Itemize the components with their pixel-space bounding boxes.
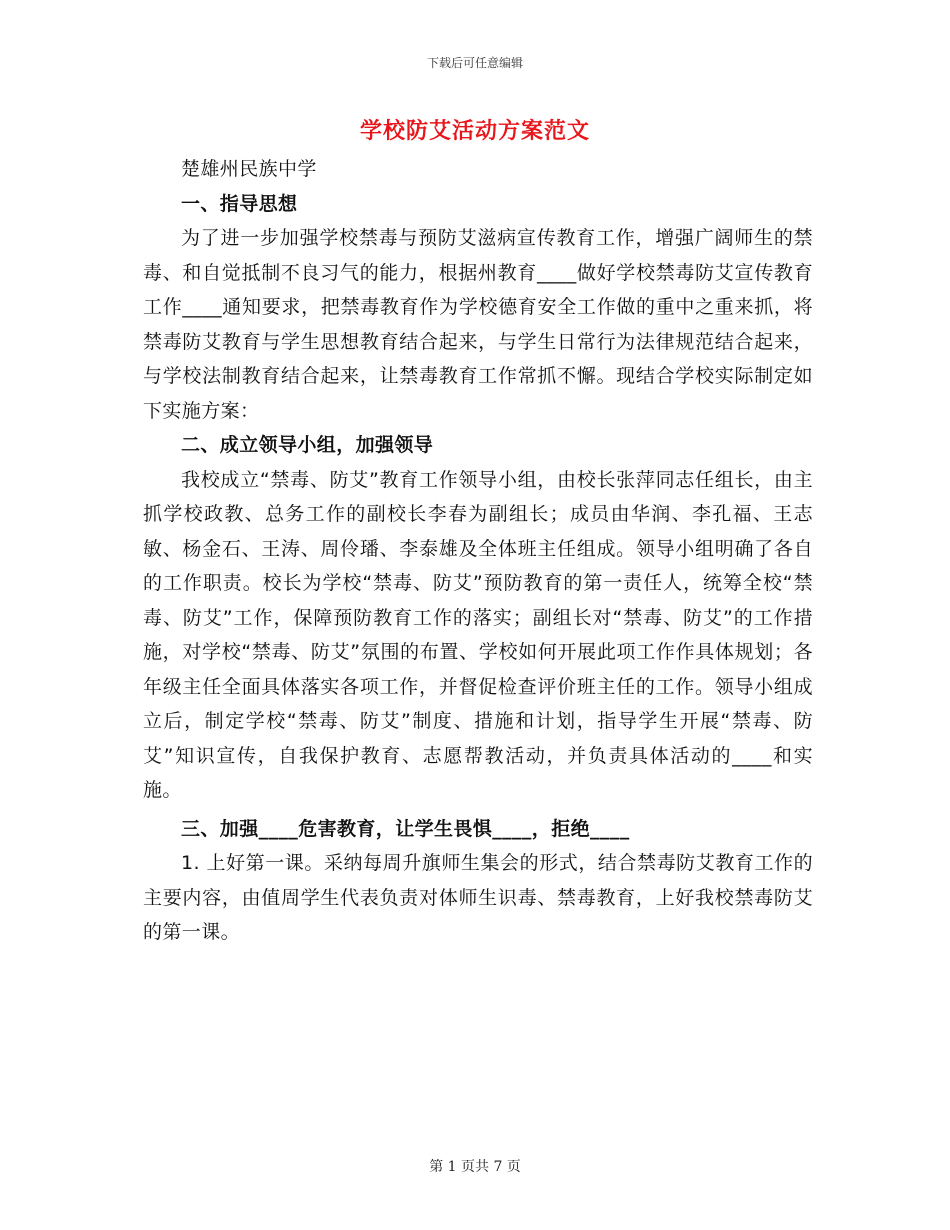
section-heading-2: 二、成立领导小组，加强领导 [181,434,434,456]
section-2-paragraph: 我校成立“禁毒、防艾”教育工作领导小组，由校长张萍同志任组长，由主抓学校政教、总务工作的副校长李春为副组长；成员由华润、李孔福、王志敏、杨金石、王涛、周伶璠、李泰雄及全体班主任组成。领导小组明确了各自的工作职责。校长为学校“禁毒、防艾”预防教育的第一责任人，统筹全校“禁毒、防艾”工作，保障预防教育工作的落实；副组长对“禁毒、防艾”的工作措施，对学校“禁毒、防艾”氛围的布置、学校如何开展此项工作作具体规划；各年级主任全面具体落实各项工作，并督促检查评价班主任的工作。领导小组成立后，制定学校“禁毒、防艾”制度、措施和计划，指导学生开展“禁毒、防艾”知识宣传，自我保护教育、志愿帮教活动，并负责具体活动的____和实施。 [143,468,813,801]
document-body [143,152,813,950]
section-heading-1: 一、指导思想 [181,192,298,215]
section-heading-3: 三、加强____危害教育，让学生畏惧____，拒绝____ [181,817,630,840]
section-3-paragraph: 1. 上好第一课。采纳每周升旗师生集会的形式，结合禁毒防艾教育工作的主要内容，由值周学生代表负责对体师生识毒、禁毒教育，上好我校禁毒防艾的第一课。 [143,852,813,943]
page-footer: 第 1 页共 7 页 [429,1159,521,1175]
school-name: 楚雄州民族中学 [181,158,317,180]
header-note: 下载后可任意编辑 [426,56,523,70]
document-title: 学校防艾活动方案范文 [359,119,590,144]
section-1-paragraph: 为了进一步加强学校禁毒与预防艾滋病宣传教育工作，增强广阔师生的禁毒、和自觉抵制不良习气的能力，根据州教育____做好学校禁毒防艾宣传教育工作____通知要求，把禁毒教育作为学校德育安全工作做的重中之重来抓，将禁毒防艾教育与学生思想教育结合起来，与学生日常行为法律规范结合起来，与学校法制教育结合起来，让禁毒教育工作常抓不懈。现结合学校实际制定如下实施方案： [143,227,813,422]
